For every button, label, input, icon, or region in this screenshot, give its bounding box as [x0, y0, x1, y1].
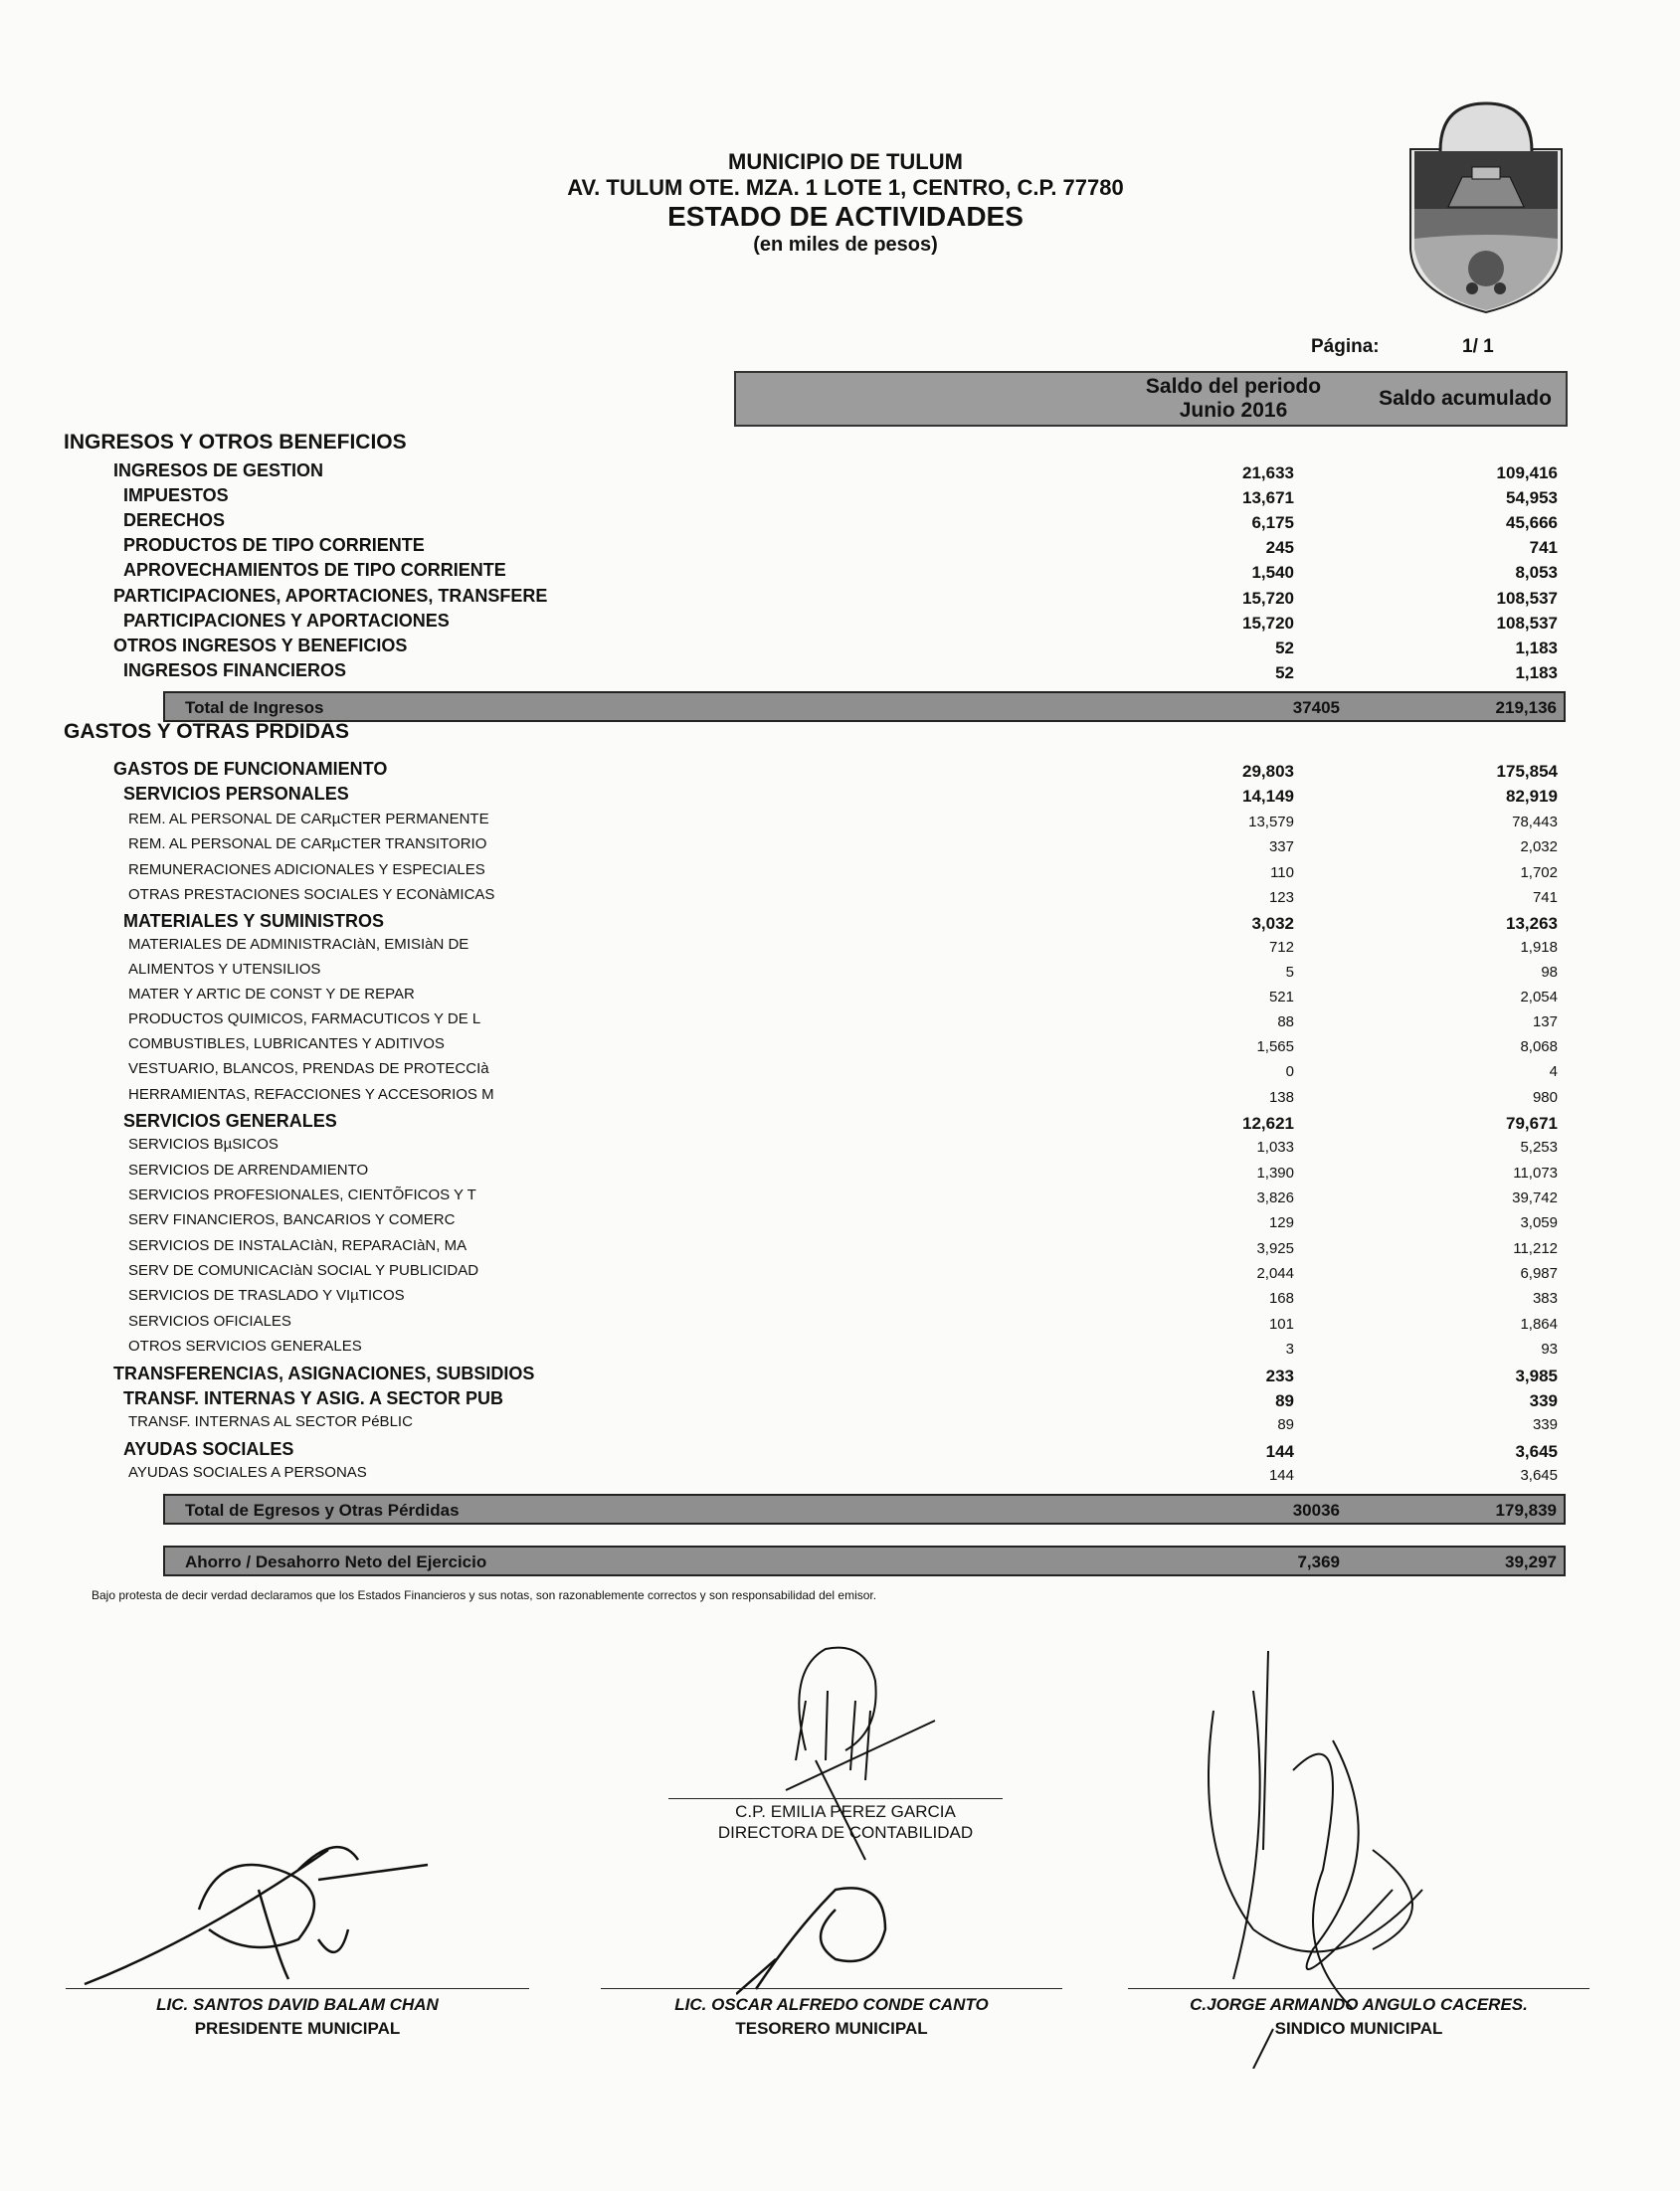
table-row: [0, 811, 1680, 835]
row-accumulated-value: 1,702: [1520, 864, 1558, 881]
page-label: Página:: [1311, 336, 1380, 357]
table-row: [0, 936, 1680, 961]
table-row: [0, 460, 1680, 485]
table-row: [0, 560, 1680, 585]
row-accumulated-value: 2,032: [1520, 838, 1558, 855]
row-label: REM. AL PERSONAL DE CARµCTER PERMANENTE: [128, 811, 489, 827]
row-accumulated-value: 108,537: [1496, 614, 1558, 633]
table-row: [0, 1338, 1680, 1363]
row-accumulated-value: 39,742: [1512, 1189, 1558, 1206]
table-row: [0, 1111, 1680, 1136]
row-period-value: 14,149: [1242, 787, 1294, 806]
row-label: OTRAS PRESTACIONES SOCIALES Y ECONàMICAS: [128, 886, 495, 903]
total-label: Total de Egresos y Otras Pérdidas: [185, 1501, 460, 1520]
total-row: [163, 1494, 1566, 1525]
table-row: [0, 961, 1680, 986]
row-period-value: 245: [1265, 538, 1294, 557]
row-label: COMBUSTIBLES, LUBRICANTES Y ADITIVOS: [128, 1035, 445, 1052]
row-period-value: 88: [1277, 1013, 1294, 1030]
page-number: 1/ 1: [1462, 336, 1494, 357]
disclaimer: Bajo protesta de decir verdad declaramos que los Estados Financieros y sus notas, son razonablemente correctos y son responsabilidad del emisor.: [92, 1588, 877, 1602]
table-row: [0, 1262, 1680, 1287]
table-row: [0, 1388, 1680, 1413]
row-label: MATERIALES DE ADMINISTRACIàN, EMISIàN DE: [128, 936, 469, 953]
net-result-accumulated: 39,297: [1505, 1552, 1557, 1571]
row-period-value: 0: [1285, 1063, 1294, 1080]
row-accumulated-value: 741: [1532, 889, 1558, 906]
row-accumulated-value: 78,443: [1512, 814, 1558, 830]
row-accumulated-value: 54,953: [1506, 488, 1558, 507]
column-header-period-label: Saldo del periodo: [1145, 375, 1322, 398]
row-label: SERV DE COMUNICACIàN SOCIAL Y PUBLICIDAD: [128, 1262, 479, 1279]
row-label: SERVICIOS PERSONALES: [123, 784, 349, 804]
table-row: [0, 1287, 1680, 1312]
row-period-value: 1,540: [1251, 563, 1294, 582]
row-period-value: 89: [1275, 1391, 1294, 1410]
row-accumulated-value: 3,645: [1520, 1467, 1558, 1484]
row-period-value: 3,826: [1256, 1189, 1294, 1206]
syndic-role: SINDICO MUNICIPAL: [1274, 2019, 1443, 2038]
total-label: Total de Ingresos: [185, 698, 324, 717]
column-header-period-date: Junio 2016: [1179, 399, 1288, 422]
row-label: INGRESOS Y OTROS BENEFICIOS: [64, 431, 407, 454]
syndic-name: C.JORGE ARMANDO ANGULO CACERES.: [1190, 1995, 1528, 2014]
total-accumulated: 179,839: [1495, 1501, 1557, 1520]
row-label: OTROS SERVICIOS GENERALES: [128, 1338, 362, 1355]
treasurer-role: TESORERO MUNICIPAL: [735, 2019, 928, 2038]
row-accumulated-value: 1,864: [1520, 1316, 1558, 1333]
total-period: 30036: [1292, 1501, 1340, 1520]
table-row: [0, 1187, 1680, 1211]
row-label: AYUDAS SOCIALES A PERSONAS: [128, 1464, 367, 1481]
row-label: DERECHOS: [123, 510, 226, 530]
row-label: GASTOS DE FUNCIONAMIENTO: [113, 759, 388, 779]
total-row: [163, 691, 1566, 722]
table-row: [0, 1060, 1680, 1085]
row-accumulated-value: 1,918: [1520, 939, 1558, 956]
table-row: [0, 1010, 1680, 1035]
row-period-value: 13,579: [1248, 814, 1294, 830]
row-period-value: 89: [1277, 1416, 1294, 1433]
table-row: [0, 660, 1680, 685]
table-row: [0, 535, 1680, 560]
row-period-value: 6,175: [1251, 513, 1294, 532]
row-accumulated-value: 383: [1532, 1290, 1558, 1307]
row-accumulated-value: 980: [1532, 1089, 1558, 1106]
table-row: [0, 1464, 1680, 1489]
table-row: [0, 886, 1680, 911]
table-row: [0, 1364, 1680, 1388]
row-accumulated-value: 13,263: [1506, 914, 1558, 933]
table-row: [0, 1313, 1680, 1338]
row-accumulated-value: 1,183: [1515, 639, 1558, 657]
treasurer-name: LIC. OSCAR ALFREDO CONDE CANTO: [674, 1995, 989, 2014]
row-period-value: 337: [1268, 838, 1294, 855]
report-subtitle: (en miles de pesos): [753, 234, 938, 256]
row-label: GASTOS Y OTRAS PRDIDAS: [64, 720, 350, 743]
total-accumulated: 219,136: [1495, 698, 1557, 717]
row-label: OTROS INGRESOS Y BENEFICIOS: [113, 636, 408, 655]
president-block: [66, 1993, 529, 2041]
table-row: [0, 1413, 1680, 1438]
row-period-value: 144: [1268, 1467, 1294, 1484]
row-accumulated-value: 5,253: [1520, 1139, 1558, 1156]
row-accumulated-value: 6,987: [1520, 1265, 1558, 1282]
row-accumulated-value: 339: [1529, 1391, 1558, 1410]
row-period-value: 168: [1268, 1290, 1294, 1307]
row-label: INGRESOS DE GESTION: [113, 460, 324, 480]
table-row: [0, 1162, 1680, 1187]
signature-president: [80, 1810, 438, 1989]
net-result-row: [163, 1546, 1566, 1576]
table-row: [0, 1086, 1680, 1111]
row-period-value: 2,044: [1256, 1265, 1294, 1282]
row-accumulated-value: 1,183: [1515, 663, 1558, 682]
report-title: ESTADO DE ACTIVIDADES: [667, 201, 1024, 232]
row-period-value: 123: [1268, 889, 1294, 906]
row-period-value: 3,925: [1256, 1240, 1294, 1257]
row-label: SERVICIOS OFICIALES: [128, 1313, 291, 1330]
row-period-value: 110: [1270, 864, 1294, 881]
row-accumulated-value: 11,212: [1513, 1240, 1558, 1257]
row-accumulated-value: 175,854: [1496, 762, 1558, 781]
column-header-bar: [734, 371, 1568, 427]
row-accumulated-value: 137: [1532, 1013, 1558, 1030]
table-row: [0, 510, 1680, 535]
row-label: PRODUCTOS DE TIPO CORRIENTE: [123, 535, 425, 555]
row-period-value: 101: [1268, 1316, 1294, 1333]
row-label: REMUNERACIONES ADICIONALES Y ESPECIALES: [128, 861, 485, 878]
row-period-value: 21,633: [1242, 463, 1294, 482]
row-label: SERV FINANCIEROS, BANCARIOS Y COMERC: [128, 1211, 456, 1228]
table-row: [0, 861, 1680, 886]
row-label: MATERIALES Y SUMINISTROS: [123, 911, 385, 931]
table-row: [0, 1237, 1680, 1262]
row-accumulated-value: 3,059: [1520, 1214, 1558, 1231]
treasurer-block: [601, 1993, 1062, 2041]
row-period-value: 1,033: [1256, 1139, 1294, 1156]
row-accumulated-value: 741: [1529, 538, 1558, 557]
row-accumulated-value: 11,073: [1513, 1165, 1558, 1182]
row-label: TRANSF. INTERNAS AL SECTOR PéBLIC: [128, 1413, 413, 1430]
section-heading-row: [0, 431, 1680, 456]
row-period-value: 233: [1265, 1367, 1294, 1385]
row-accumulated-value: 82,919: [1506, 787, 1558, 806]
net-result-label: Ahorro / Desahorro Neto del Ejercicio: [185, 1552, 487, 1571]
table-row: [0, 759, 1680, 784]
row-period-value: 52: [1275, 663, 1294, 682]
row-label: SERVICIOS BµSICOS: [128, 1136, 279, 1153]
table-row: [0, 586, 1680, 611]
table-row: [0, 911, 1680, 936]
table-row: [0, 636, 1680, 660]
column-header-accumulated: Saldo acumulado: [1379, 387, 1552, 410]
row-label: SERVICIOS PROFESIONALES, CIENTÕFICOS Y T: [128, 1187, 476, 1203]
signature-line-treasurer: [601, 1988, 1062, 1989]
row-accumulated-value: 109,416: [1496, 463, 1558, 482]
row-accumulated-value: 8,068: [1520, 1038, 1558, 1055]
row-label: HERRAMIENTAS, REFACCIONES Y ACCESORIOS M: [128, 1086, 494, 1103]
row-period-value: 521: [1268, 989, 1294, 1005]
table-row: [0, 1035, 1680, 1060]
accountant-role: DIRECTORA DE CONTABILIDAD: [717, 1823, 974, 1842]
row-label: TRANSFERENCIAS, ASIGNACIONES, SUBSIDIOS: [113, 1364, 535, 1383]
table-row: [0, 835, 1680, 860]
entity-name: MUNICIPIO DE TULUM: [728, 149, 963, 174]
row-label: REM. AL PERSONAL DE CARµCTER TRANSITORIO: [128, 835, 487, 852]
row-label: TRANSF. INTERNAS Y ASIG. A SECTOR PUB: [123, 1388, 504, 1408]
row-label: PARTICIPACIONES, APORTACIONES, TRANSFERE: [113, 586, 548, 606]
table-row: [0, 1439, 1680, 1464]
table-row: [0, 1136, 1680, 1161]
signature-line-president: [66, 1988, 529, 1989]
table-row: [0, 1211, 1680, 1236]
row-period-value: 29,803: [1242, 762, 1294, 781]
accountant-name: C.P. EMILIA PEREZ GARCIA: [735, 1802, 956, 1821]
signature-treasurer: [736, 1870, 915, 1999]
row-label: IMPUESTOS: [123, 485, 229, 505]
row-label: AYUDAS SOCIALES: [123, 1439, 294, 1459]
row-label: MATER Y ARTIC DE CONST Y DE REPAR: [128, 986, 415, 1003]
table-row: [0, 611, 1680, 636]
entity-address: AV. TULUM OTE. MZA. 1 LOTE 1, CENTRO, C.P. 77780: [567, 175, 1124, 200]
row-label: VESTUARIO, BLANCOS, PRENDAS DE PROTECCIà: [128, 1060, 489, 1077]
row-accumulated-value: 4: [1549, 1063, 1558, 1080]
president-role: PRESIDENTE MUNICIPAL: [194, 2019, 401, 2038]
row-accumulated-value: 98: [1541, 964, 1558, 981]
row-accumulated-value: 93: [1541, 1341, 1558, 1358]
table-row: [0, 986, 1680, 1010]
row-period-value: 12,621: [1242, 1114, 1294, 1133]
row-period-value: 1,390: [1256, 1165, 1294, 1182]
row-period-value: 3: [1285, 1341, 1294, 1358]
president-name: LIC. SANTOS DAVID BALAM CHAN: [156, 1995, 439, 2014]
municipal-crest-logo: [1400, 99, 1572, 314]
column-header-period: [1084, 375, 1383, 423]
row-period-value: 1,565: [1256, 1038, 1294, 1055]
row-label: INGRESOS FINANCIEROS: [123, 660, 347, 680]
row-accumulated-value: 45,666: [1506, 513, 1558, 532]
row-accumulated-value: 79,671: [1506, 1114, 1558, 1133]
row-period-value: 5: [1285, 964, 1294, 981]
row-period-value: 129: [1268, 1214, 1294, 1231]
row-label: APROVECHAMIENTOS DE TIPO CORRIENTE: [123, 560, 506, 580]
row-period-value: 52: [1275, 639, 1294, 657]
row-period-value: 15,720: [1242, 614, 1294, 633]
accountant-block: [647, 1801, 1044, 1843]
row-period-value: 15,720: [1242, 589, 1294, 608]
section-heading-row: [0, 720, 1680, 745]
row-label: SERVICIOS DE ARRENDAMIENTO: [128, 1162, 369, 1179]
row-accumulated-value: 108,537: [1496, 589, 1558, 608]
row-accumulated-value: 3,645: [1515, 1442, 1558, 1461]
row-accumulated-value: 3,985: [1515, 1367, 1558, 1385]
row-label: ALIMENTOS Y UTENSILIOS: [128, 961, 321, 978]
signature-line-accountant: [668, 1798, 1003, 1799]
row-label: PRODUCTOS QUIMICOS, FARMACUTICOS Y DE L: [128, 1010, 481, 1027]
table-row: [0, 784, 1680, 809]
row-period-value: 144: [1265, 1442, 1294, 1461]
row-period-value: 3,032: [1251, 914, 1294, 933]
row-period-value: 138: [1268, 1089, 1294, 1106]
row-accumulated-value: 339: [1532, 1416, 1558, 1433]
row-period-value: 712: [1268, 939, 1294, 956]
row-label: SERVICIOS DE TRASLADO Y VIµTICOS: [128, 1287, 405, 1304]
net-result-period: 7,369: [1297, 1552, 1340, 1571]
total-period: 37405: [1292, 698, 1340, 717]
row-label: SERVICIOS GENERALES: [123, 1111, 337, 1131]
row-accumulated-value: 2,054: [1520, 989, 1558, 1005]
row-accumulated-value: 8,053: [1515, 563, 1558, 582]
signature-line-syndic: [1128, 1988, 1589, 1989]
syndic-block: [1128, 1993, 1589, 2041]
row-period-value: 13,671: [1242, 488, 1294, 507]
row-label: SERVICIOS DE INSTALACIàN, REPARACIàN, MA: [128, 1237, 467, 1254]
row-label: PARTICIPACIONES Y APORTACIONES: [123, 611, 450, 631]
table-row: [0, 485, 1680, 510]
